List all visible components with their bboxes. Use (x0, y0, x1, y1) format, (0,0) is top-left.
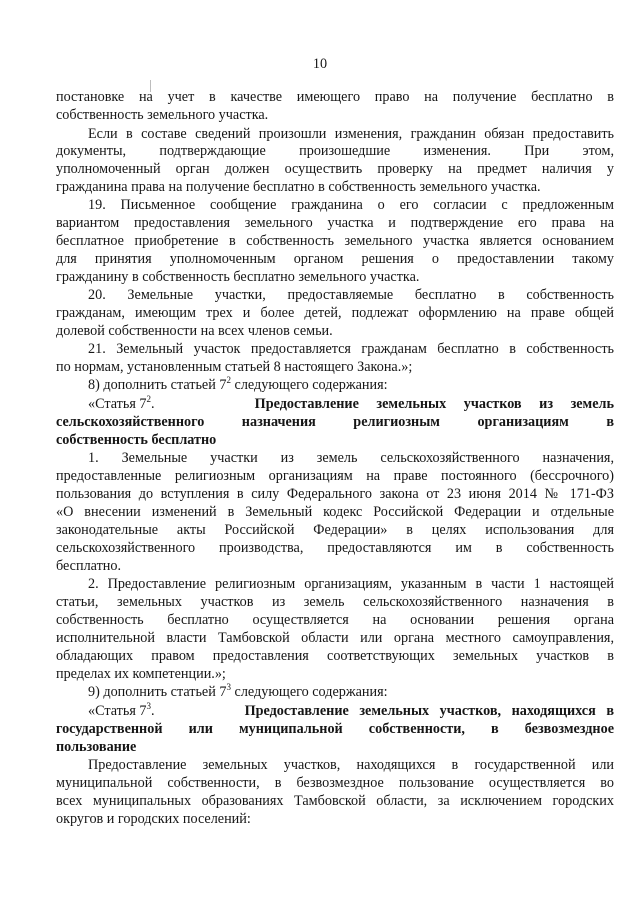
article-title-part: Предоставление земельных участков, находящихся в (244, 703, 614, 719)
text-line: Если в составе сведений произошли изменения, гражданин обязан предоставить (88, 126, 614, 142)
text-line: вариантом предоставления земельного участка и подтверждение его права на (56, 215, 614, 231)
text-line: гражданам, имеющим трех и более детей, подлежат оформлению на праве общей (56, 305, 614, 321)
text-line: постановке на учет в качестве имеющего право на получение бесплатно в (56, 89, 614, 105)
text-line: для принятия уполномоченным органом решения о предоставлении такому (56, 251, 614, 267)
text-line: законодательные акты Российской Федерации» в целях использования для (56, 522, 614, 538)
page-number: 10 (312, 56, 328, 72)
superscript: 3 (226, 682, 231, 692)
article-heading (88, 703, 614, 720)
text-line: гражданину в собственность бесплатно земельного участка. (56, 269, 420, 285)
text-line: собственность бесплатно осуществляется на основании решения органа (56, 612, 614, 628)
text-line: сельскохозяйственного производства, предоставляются им в собственность (56, 540, 614, 556)
superscript: 2 (146, 394, 152, 404)
text-line: 2. Предоставление религиозным организациям, указанным в части 1 настоящей (88, 576, 614, 592)
text-line: документы, подтверждающие произошедшие изменения. При этом, (56, 143, 614, 159)
text-line: по нормам, установленным статьей 8 настоящего Закона.»; (56, 359, 413, 375)
text-line: Предоставление земельных участков, находящихся в государственной или (88, 757, 614, 773)
superscript: 2 (226, 375, 231, 385)
text-line: пользования до вступления в силу Федерального закона от 23 июня 2014 № 171-ФЗ (56, 486, 614, 502)
text-line: всех муниципальных образованиях Тамбовской области, за исключением городских (56, 793, 614, 809)
article-label: «Статья $7^3$. (88, 701, 155, 719)
text-line: 21. Земельный участок предоставляется гражданам бесплатно в собственность (88, 341, 614, 357)
article-title-part: пользование (56, 739, 137, 755)
article-title-part: собственность бесплатно (56, 432, 217, 448)
text-line: муниципальной собственности, в безвозмездное пользование осуществляется во (56, 775, 614, 791)
text-fragment: 8) дополнить статьей 7 (88, 377, 227, 393)
text-line: статьи, земельных участков из земель сельскохозяйственного назначения в (56, 594, 614, 610)
text-line: 19. Письменное сообщение гражданина о его согласии с предложенным (88, 197, 614, 213)
text-line: гражданина права на получение бесплатно в собственность земельного участка. (56, 179, 541, 195)
article-title-part: государственной или муниципальной собственности, в безвозмездное (56, 721, 614, 737)
text-line: исполнительной власти Тамбовской области или органа местного самоуправления, (56, 630, 614, 646)
text-line: пределах их компетенции.»; (56, 666, 226, 682)
text-fragment: следующего содержания: (234, 377, 388, 393)
amendment-item (88, 684, 614, 701)
text-fragment: следующего содержания: (234, 684, 388, 700)
text-line: 1. Земельные участки из земель сельскохозяйственного назначения, (88, 450, 614, 466)
article-label: «Статья $7^2$. (88, 394, 155, 412)
text-line: 20. Земельные участки, предоставляемые бесплатно в собственность (88, 287, 614, 303)
amendment-item (88, 377, 614, 394)
article-heading (88, 396, 614, 413)
text-line: обладающих правом предоставления соответствующих земельных участков в (56, 648, 614, 664)
superscript: 3 (146, 701, 152, 711)
text-line: «О внесении изменений в Земельный кодекс Российской Федерации и отдельные (56, 504, 614, 520)
text-line: бесплатное приобретение в собственность земельного участка является основанием (56, 233, 614, 249)
text-fragment: 9) дополнить статьей 7 (88, 684, 227, 700)
article-title-part: сельскохозяйственного назначения религиозным организациям в (56, 414, 614, 430)
text-line: долевой собственности на всех членов семьи. (56, 323, 333, 339)
text-line: бесплатно. (56, 558, 122, 574)
text-line: предоставленные религиозным организациям на праве постоянного (бессрочного) (56, 468, 614, 484)
text-line: округов и городских поселений: (56, 811, 251, 827)
article-title-part: Предоставление земельных участков из земель (254, 396, 614, 412)
text-line: уполномоченный орган должен осуществить проверку на предмет наличия у (56, 161, 614, 177)
text-line: собственность земельного участка. (56, 107, 269, 123)
